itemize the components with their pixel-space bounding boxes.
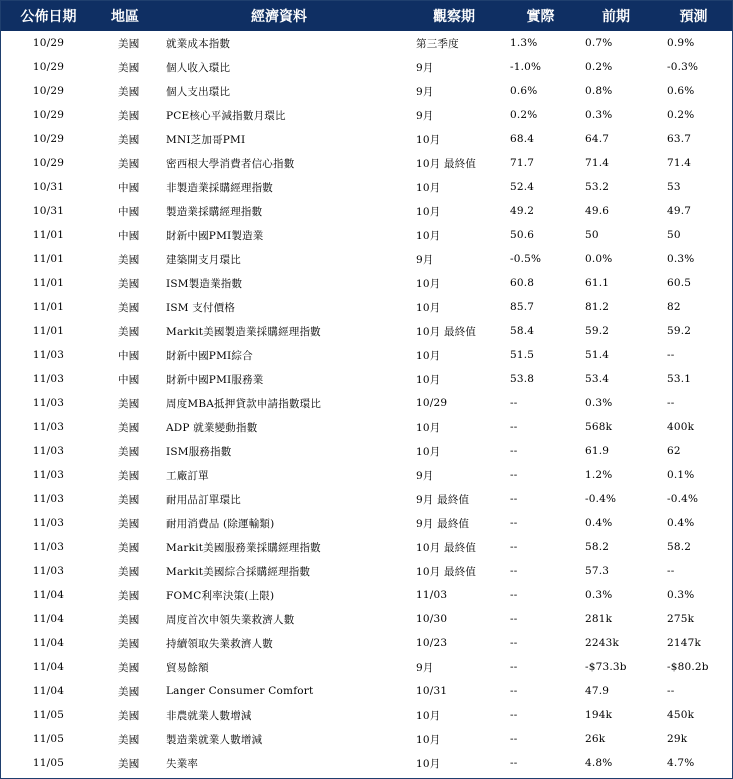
cell-period: 10月 [416,133,441,146]
cell-item: 非製造業採購經理指數 [166,181,273,194]
cell-date: 10/29 [32,157,65,169]
cell-date: 11/04 [32,613,65,625]
header-actual: 實際 [526,9,555,25]
cell-item: 耐用消費品 (除運輸類) [166,517,275,530]
economic-calendar-table [1,1,732,775]
table-row [1,127,732,151]
cell-date: 11/03 [32,397,65,409]
table-row [1,343,732,367]
cell-forecast: 63.7 [667,133,692,145]
cell-forecast: 71.4 [667,157,692,169]
cell-region: 美國 [118,277,140,290]
cell-date: 11/03 [32,469,65,481]
cell-period: 10月 [416,733,441,746]
cell-date: 11/01 [32,229,65,241]
cell-region: 美國 [118,757,140,770]
cell-date: 11/04 [32,661,65,673]
cell-period: 10月 最終值 [416,565,477,578]
cell-previous: 194k [585,709,613,721]
cell-actual: 71.7 [510,157,535,169]
cell-date: 11/05 [32,757,65,769]
cell-forecast: 53 [667,181,681,193]
cell-date: 11/04 [32,589,65,601]
cell-date: 10/29 [32,61,65,73]
cell-item: 耐用品訂單環比 [166,493,241,506]
cell-period: 10月 [416,229,441,242]
cell-region: 美國 [118,133,140,146]
cell-previous: 281k [585,613,613,625]
cell-item: 財新中國PMI綜合 [166,349,253,362]
cell-item: 貿易餘額 [166,661,209,674]
cell-forecast: 50 [667,229,681,241]
cell-forecast: -$80.2b [667,661,709,673]
cell-forecast: -0.3% [667,61,699,73]
cell-forecast: 0.4% [667,517,695,529]
table-row [1,703,732,727]
cell-period: 第三季度 [416,37,459,50]
cell-forecast: 62 [667,445,681,457]
cell-actual: 68.4 [510,133,535,145]
cell-item: 非農就業人數增減 [166,709,252,722]
cell-previous: 0.4% [585,517,613,529]
cell-region: 美國 [118,637,140,650]
cell-date: 11/04 [32,685,65,697]
cell-date: 11/03 [32,565,65,577]
cell-item: Markit美國綜合採購經理指數 [166,565,311,578]
cell-period: 10/23 [416,637,448,649]
cell-actual: -- [510,709,518,721]
table-row [1,199,732,223]
cell-forecast: 53.1 [667,373,692,385]
cell-period: 10月 最終值 [416,541,477,554]
cell-period: 9月 [416,661,434,674]
table-row [1,511,732,535]
cell-forecast: -0.4% [667,493,699,505]
cell-region: 中國 [118,205,140,218]
table-row [1,487,732,511]
cell-forecast: 0.3% [667,253,695,265]
table-row [1,415,732,439]
cell-region: 美國 [118,85,140,98]
cell-actual: 49.2 [510,205,535,217]
cell-item: ISM 支付價格 [166,301,236,314]
cell-period: 9月 [416,469,434,482]
cell-date: 10/29 [32,37,65,49]
cell-previous: 2243k [585,637,620,649]
cell-region: 美國 [118,589,140,602]
cell-region: 美國 [118,541,140,554]
cell-region: 美國 [118,37,140,50]
cell-item: 周度MBA抵押貸款申請指數環比 [166,397,322,410]
header-period: 觀察期 [433,9,475,25]
cell-previous: 0.3% [585,109,613,121]
header-row [1,1,732,31]
cell-date: 10/29 [32,133,65,145]
cell-previous: 57.3 [585,565,610,577]
cell-period: 10月 [416,421,441,434]
cell-period: 10月 [416,277,441,290]
cell-previous: 53.2 [585,181,610,193]
cell-forecast: 49.7 [667,205,692,217]
cell-item: Langer Consumer Comfort [166,685,314,697]
header-previous: 前期 [602,9,630,25]
cell-region: 美國 [118,685,140,698]
cell-actual: -- [510,685,518,697]
cell-actual: 0.2% [510,109,538,121]
cell-region: 美國 [118,397,140,410]
cell-forecast: 82 [667,301,681,313]
cell-actual: -- [510,493,518,505]
cell-period: 10/30 [416,613,448,625]
cell-date: 11/01 [32,325,65,337]
cell-region: 美國 [118,301,140,314]
cell-region: 美國 [118,709,140,722]
cell-period: 9月 [416,85,434,98]
cell-item: ADP 就業變動指數 [166,421,258,434]
cell-forecast: 59.2 [667,325,692,337]
cell-actual: -- [510,661,518,673]
cell-item: 個人支出環比 [166,85,231,98]
cell-item: 就業成本指數 [166,37,231,50]
cell-region: 中國 [118,373,140,386]
cell-region: 中國 [118,229,140,242]
table-row [1,463,732,487]
cell-item: 個人收入環比 [166,61,231,74]
cell-previous: 0.3% [585,589,613,601]
cell-forecast: 29k [667,733,688,745]
cell-actual: 50.6 [510,229,535,241]
table-row [1,391,732,415]
cell-item: Markit美國製造業採購經理指數 [166,325,321,338]
table-row [1,583,732,607]
cell-previous: 61.1 [585,277,610,289]
cell-period: 10月 [416,301,441,314]
cell-region: 美國 [118,157,140,170]
cell-previous: 50 [585,229,599,241]
cell-region: 美國 [118,325,140,338]
cell-previous: 64.7 [585,133,610,145]
cell-actual: -0.5% [510,253,542,265]
cell-date: 10/31 [32,181,65,193]
cell-period: 10月 [416,373,441,386]
cell-forecast: 58.2 [667,541,692,553]
cell-previous: -$73.3b [585,661,627,673]
cell-date: 11/01 [32,277,65,289]
cell-period: 10/31 [416,685,448,697]
cell-date: 10/29 [32,109,65,121]
cell-item: FOMC利率決策(上限) [166,589,275,602]
cell-previous: -0.4% [585,493,617,505]
cell-item: 財新中國PMI製造業 [166,229,264,242]
table-row [1,79,732,103]
cell-item: ISM製造業指數 [166,277,243,290]
cell-item: PCE核心平減指數月環比 [166,109,286,122]
cell-actual: -- [510,517,518,529]
cell-region: 美國 [118,493,140,506]
cell-actual: 85.7 [510,301,535,313]
cell-previous: 568k [585,421,613,433]
cell-date: 11/01 [32,301,65,313]
table-row [1,631,732,655]
cell-previous: 0.3% [585,397,613,409]
cell-item: 密西根大學消費者信心指數 [166,157,295,170]
cell-item: Markit美國服務業採購經理指數 [166,541,321,554]
cell-previous: 0.7% [585,37,613,49]
cell-region: 美國 [118,613,140,626]
table-row [1,31,732,55]
cell-period: 10月 [416,757,441,770]
cell-forecast: 60.5 [667,277,692,289]
cell-region: 美國 [118,517,140,530]
cell-region: 美國 [118,565,140,578]
cell-region: 美國 [118,421,140,434]
cell-actual: 51.5 [510,349,535,361]
cell-item: 財新中國PMI服務業 [166,373,264,386]
cell-period: 10月 最終值 [416,325,477,338]
cell-date: 11/03 [32,421,65,433]
table-header [1,1,732,31]
cell-previous: 26k [585,733,606,745]
cell-previous: 71.4 [585,157,610,169]
cell-region: 美國 [118,661,140,674]
cell-period: 10月 [416,709,441,722]
cell-region: 美國 [118,469,140,482]
cell-actual: 53.8 [510,373,535,385]
cell-date: 11/05 [32,709,65,721]
cell-forecast: 0.1% [667,469,695,481]
cell-previous: 53.4 [585,373,610,385]
table-row [1,679,732,703]
cell-actual: 60.8 [510,277,535,289]
cell-forecast: -- [667,397,675,409]
cell-period: 10月 最終值 [416,157,477,170]
cell-previous: 4.8% [585,757,613,769]
cell-period: 9月 最終值 [416,493,470,506]
cell-actual: -1.0% [510,61,542,73]
cell-region: 美國 [118,109,140,122]
cell-date: 11/05 [32,733,65,745]
cell-previous: 51.4 [585,349,610,361]
cell-previous: 1.2% [585,469,613,481]
cell-region: 美國 [118,733,140,746]
cell-forecast: 4.7% [667,757,695,769]
cell-period: 10月 [416,445,441,458]
cell-period: 11/03 [416,589,448,601]
cell-forecast: -- [667,349,675,361]
table-row [1,175,732,199]
cell-forecast: 0.9% [667,37,695,49]
cell-forecast: 0.3% [667,589,695,601]
cell-region: 中國 [118,181,140,194]
cell-date: 11/01 [32,253,65,265]
cell-previous: 0.8% [585,85,613,97]
cell-actual: 1.3% [510,37,538,49]
cell-period: 9月 [416,61,434,74]
table-row [1,607,732,631]
cell-actual: -- [510,469,518,481]
cell-date: 11/03 [32,493,65,505]
cell-date: 11/03 [32,445,65,457]
table-row [1,727,732,751]
header-date: 公佈日期 [20,9,77,25]
cell-actual: -- [510,589,518,601]
cell-actual: -- [510,421,518,433]
cell-forecast: 2147k [667,637,702,649]
cell-actual: -- [510,613,518,625]
cell-forecast: 275k [667,613,695,625]
cell-period: 10月 [416,349,441,362]
cell-previous: 81.2 [585,301,610,313]
cell-previous: 47.9 [585,685,610,697]
cell-period: 10月 [416,205,441,218]
cell-actual: -- [510,733,518,745]
cell-period: 9月 最終值 [416,517,470,530]
header-forecast: 預測 [679,9,708,25]
table-row [1,295,732,319]
cell-region: 美國 [118,253,140,266]
table-row [1,103,732,127]
table-row [1,55,732,79]
cell-actual: -- [510,565,518,577]
cell-period: 9月 [416,109,434,122]
cell-forecast: 400k [667,421,695,433]
cell-previous: 49.6 [585,205,610,217]
cell-item: 工廠訂單 [166,469,209,482]
table-row [1,751,732,775]
cell-actual: -- [510,757,518,769]
cell-item: 失業率 [166,757,199,770]
table-row [1,439,732,463]
cell-actual: -- [510,445,518,457]
cell-date: 11/03 [32,373,65,385]
cell-item: 周度首次申領失業救濟人數 [166,613,295,626]
header-region: 地區 [111,9,139,25]
cell-date: 11/04 [32,637,65,649]
cell-forecast: -- [667,565,675,577]
cell-region: 美國 [118,61,140,74]
cell-period: 9月 [416,253,434,266]
table-row [1,655,732,679]
table-row [1,535,732,559]
cell-forecast: -- [667,685,675,697]
table-row [1,367,732,391]
cell-item: ISM服務指數 [166,445,232,458]
header-item: 經濟資料 [251,9,307,25]
table-row [1,271,732,295]
cell-date: 11/03 [32,517,65,529]
cell-previous: 0.2% [585,61,613,73]
cell-date: 11/03 [32,541,65,553]
cell-previous: 61.9 [585,445,610,457]
cell-actual: 58.4 [510,325,535,337]
table-row [1,319,732,343]
cell-actual: 0.6% [510,85,538,97]
cell-period: 10/29 [416,397,448,409]
cell-actual: -- [510,541,518,553]
cell-date: 10/29 [32,85,65,97]
table-row [1,559,732,583]
cell-date: 10/31 [32,205,65,217]
cell-region: 美國 [118,445,140,458]
cell-item: MNI芝加哥PMI [166,133,246,146]
cell-item: 製造業採購經理指數 [166,205,263,218]
cell-item: 製造業就業人數增減 [166,733,263,746]
table-row [1,223,732,247]
cell-period: 10月 [416,181,441,194]
cell-forecast: 0.6% [667,85,695,97]
cell-actual: -- [510,637,518,649]
cell-previous: 58.2 [585,541,610,553]
table-row [1,151,732,175]
cell-previous: 59.2 [585,325,610,337]
cell-forecast: 450k [667,709,695,721]
cell-date: 11/03 [32,349,65,361]
cell-previous: 0.0% [585,253,613,265]
cell-forecast: 0.2% [667,109,695,121]
cell-region: 中國 [118,349,140,362]
cell-actual: 52.4 [510,181,535,193]
cell-item: 持續領取失業救濟人數 [166,637,273,650]
table-body [1,31,732,775]
table-row [1,247,732,271]
cell-actual: -- [510,397,518,409]
cell-item: 建築開支月環比 [166,253,241,266]
